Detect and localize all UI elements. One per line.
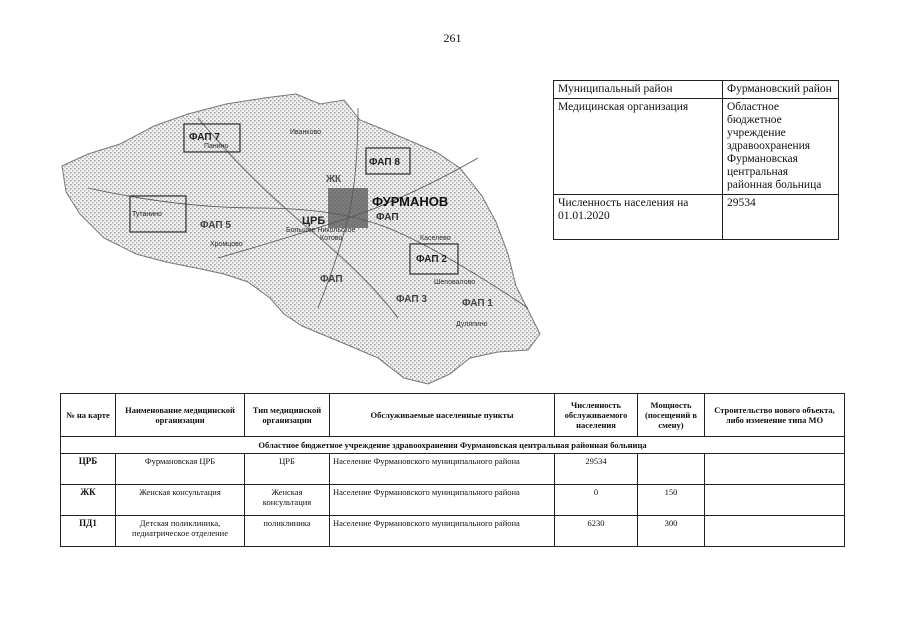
info-value: Областное бюджетное учреждение здравоохранения Фурмановская центральная районная больница <box>723 99 839 195</box>
facilities-table <box>60 393 845 547</box>
info-row <box>554 195 839 240</box>
info-label: Медицинская организация <box>554 99 723 195</box>
district-map <box>58 88 550 388</box>
cell-construction <box>705 454 845 485</box>
fap-label: ФАП <box>320 274 343 285</box>
header-cell: Численность обслуживаемого населения <box>555 394 638 437</box>
fap8-label: ФАП 8 <box>369 157 400 168</box>
city-block <box>328 188 368 228</box>
org-row <box>61 437 845 454</box>
district-shape <box>62 94 540 384</box>
place-label: Котово <box>320 235 343 242</box>
cell-construction <box>705 485 845 516</box>
page-number: 261 <box>443 31 462 45</box>
place-label: Тутанино <box>132 211 162 218</box>
fap7-label: ФАП 7 <box>189 132 220 143</box>
cell-capacity: 300 <box>638 516 705 547</box>
cell-code: ЦРБ <box>61 454 116 485</box>
place-label: Большое Никольское <box>286 227 356 234</box>
cell-type: поликлиника <box>245 516 330 547</box>
table-row <box>61 516 845 547</box>
cell-type: ЦРБ <box>245 454 330 485</box>
zhk-label: ЖК <box>326 174 342 185</box>
info-table <box>553 80 839 240</box>
place-label: Иванково <box>290 129 321 136</box>
info-row <box>554 99 839 195</box>
info-value: Фурмановский район <box>723 81 839 99</box>
fap3-label: ФАП 3 <box>396 294 427 305</box>
crb-label: ЦРБ <box>302 215 326 227</box>
org-name: Областное бюджетное учреждение здравоохранения Фурмановская центральная районная больница <box>61 437 845 454</box>
place-label: Панино <box>204 143 229 150</box>
cell-served: Население Фурмановского муниципального района <box>330 485 555 516</box>
table-row <box>61 485 845 516</box>
cell-population: 6230 <box>555 516 638 547</box>
cell-population: 29534 <box>555 454 638 485</box>
cell-population: 0 <box>555 485 638 516</box>
header-cell: Мощность (посещений в смену) <box>638 394 705 437</box>
fap-label: ФАП <box>376 212 399 223</box>
info-label: Муниципальный район <box>554 81 723 99</box>
header-cell: № на карте <box>61 394 116 437</box>
cell-name: Фурмановская ЦРБ <box>116 454 245 485</box>
fap2-label: ФАП 2 <box>416 254 447 265</box>
header-cell: Обслуживаемые населенные пункты <box>330 394 555 437</box>
cell-capacity: 150 <box>638 485 705 516</box>
header-cell: Наименование медицинской организации <box>116 394 245 437</box>
cell-served: Население Фурмановского муниципального района <box>330 454 555 485</box>
place-label: Хромцово <box>210 241 243 248</box>
place-label: Шеповалово <box>434 279 476 286</box>
place-label: Дуляпино <box>456 321 488 328</box>
city-label: ФУРМАНОВ <box>372 194 449 209</box>
cell-construction <box>705 516 845 547</box>
cell-name: Детская поликлиника, педиатрическое отделение <box>116 516 245 547</box>
header-cell: Тип медицинской организации <box>245 394 330 437</box>
info-row <box>554 81 839 99</box>
table-header-row <box>61 394 845 437</box>
cell-served: Население Фурмановского муниципального района <box>330 516 555 547</box>
cell-code: ПД1 <box>61 516 116 547</box>
table-row <box>61 454 845 485</box>
info-value: 29534 <box>723 195 839 240</box>
cell-type: Женская консультация <box>245 485 330 516</box>
cell-code: ЖК <box>61 485 116 516</box>
info-label: Численность населения на 01.01.2020 <box>554 195 723 240</box>
fap1-label: ФАП 1 <box>462 298 493 309</box>
place-label: Каселево <box>420 235 451 242</box>
header-cell: Строительство нового объекта, либо изменение типа МО <box>705 394 845 437</box>
cell-name: Женская консультация <box>116 485 245 516</box>
cell-capacity <box>638 454 705 485</box>
fap5-label: ФАП 5 <box>200 220 231 231</box>
